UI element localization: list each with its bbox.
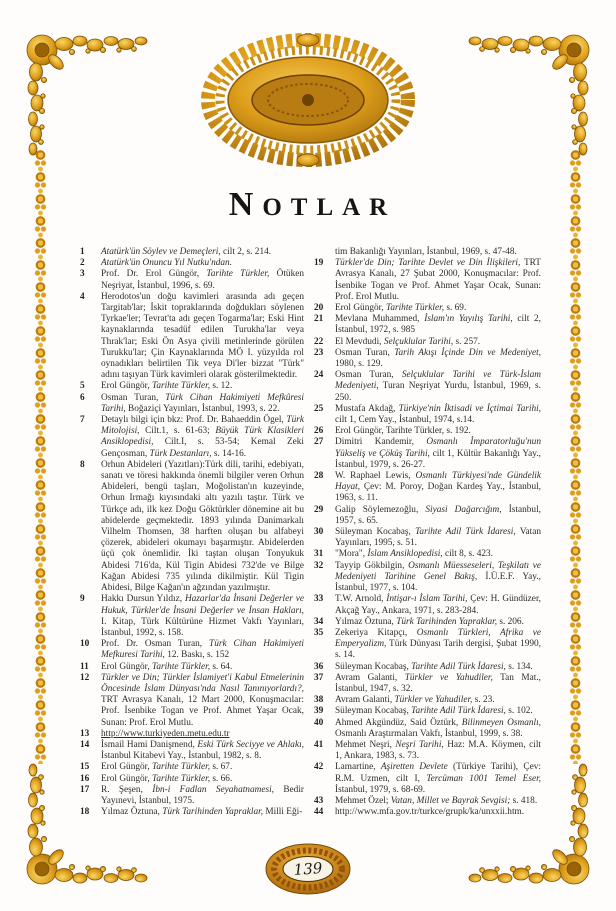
note-text: Tarihte Adil Türk İdaresi,: [411, 706, 506, 717]
note-item-27: [314, 437, 541, 471]
note-item-17: [80, 785, 304, 807]
note-item-25: [314, 404, 541, 426]
note-item-9: [80, 594, 304, 639]
note-text: İslam Ansiklopedisi,: [367, 549, 443, 560]
note-text: Tarih Akışı İçinde Din ve Medeniyet,: [394, 347, 541, 358]
gold-filigree-corner-top-right-icon: [466, 30, 594, 158]
note-text: Detaylı bilgi için bkz: Prof. Dr. Bahaeddin Ögel,: [101, 415, 287, 426]
note-number: 17: [80, 784, 90, 795]
note-item-41: [314, 740, 541, 762]
note-item-37: [314, 673, 541, 695]
note-number: 19: [314, 258, 324, 269]
note-text: İstanbul, 1957, s. 65.: [335, 504, 541, 526]
note-number: 34: [314, 616, 324, 627]
note-text: Osman Turan,: [335, 347, 395, 358]
note-text: s. 418.: [510, 795, 538, 806]
note-number: 25: [314, 403, 324, 414]
note-number: 37: [314, 672, 324, 683]
note-text: TRT Avrasya Kanalı, 27 Şubat 2000, Konuşmacılar: Prof. İsenbike Togan ve Prof. Ahmet Yaşar Ocak, Sunan: Prof. Erol Mutlu.: [335, 258, 541, 302]
note-text: Ahmed Akgündüz, Said Öztürk,: [335, 717, 462, 728]
note-text: s. 134.: [505, 661, 533, 672]
note-text: Atatürk'ün Onuncu Yıl Nutku'ndan.: [101, 258, 233, 269]
note-text: Turan Neşriyat Yurdu, İstanbul, 1969, s. 250.: [335, 381, 541, 403]
note-number: 20: [314, 303, 324, 314]
note-text: s. 23.: [472, 695, 495, 706]
note-text: Tarihte Adil Türk İdaresi,: [415, 527, 516, 538]
note-number: 42: [314, 762, 324, 773]
note-item-44: [314, 807, 541, 818]
note-number: 7: [80, 415, 85, 426]
note-text: cilt 2, s. 214.: [220, 247, 272, 257]
note-text: s. 257.: [453, 336, 481, 347]
note-text: Bedir Yayınevi, İstanbul, 1975.: [101, 784, 304, 806]
note-text: Osman Turan,: [101, 392, 166, 403]
note-number: 23: [314, 347, 324, 358]
note-text: "Mora",: [335, 549, 368, 560]
note-text: Aşiretten Devlete: [380, 762, 448, 773]
note-text: Türk Destanları,: [149, 448, 212, 459]
note-number: 4: [80, 291, 85, 302]
note-text: Türk Tarihinden Yapraklar,: [162, 807, 264, 818]
note-text: Ötüken Neşriyat, İstanbul, 1996, s. 69.: [101, 269, 304, 291]
note-text: Türkler ve Yahudiler,: [394, 695, 473, 706]
note-text: s. 64.: [210, 661, 233, 672]
gold-bead-chain-right-icon: [569, 150, 582, 764]
note-text: (Türkiye Tarihi), Çev: R.M. Uzmen, cilt I,: [335, 762, 541, 784]
note-item-26: [314, 426, 541, 437]
note-number: 24: [314, 370, 324, 381]
note-text: Osman Turan,: [335, 370, 402, 381]
note-number: 22: [314, 336, 324, 347]
note-text: Mehmet Neşri,: [335, 739, 396, 750]
note-text: Tarihte Türkler,: [152, 661, 211, 672]
note-number: 33: [314, 594, 324, 605]
note-item-16: [80, 774, 304, 785]
note-number: 40: [314, 717, 324, 728]
note-text: Prof. Dr. Osman Turan,: [101, 639, 210, 650]
note-text: TRT Avrasya Kanalı, 12 Mart 2000, Konuşmacılar: Prof. İsenbike Togan ve Prof. Ahmet Yaşar Ocak, Sunan: Prof. Erol Mutlu.: [101, 695, 304, 728]
note-text: Avram Galanti,: [335, 695, 395, 706]
note-text: Tarihte Türkler,: [206, 269, 270, 280]
note-text: İntişar-ı İslam Tarihi,: [386, 594, 468, 605]
note-text: Erol Güngör, Tarihte Türkler, s. 192.: [335, 426, 471, 437]
note-number: 30: [314, 527, 324, 538]
gold-bead-chain-left-icon: [34, 150, 47, 764]
note-text: Tarihte Türkler,: [386, 303, 445, 314]
note-text: s. 206.: [497, 616, 524, 627]
note-text: El Mevdudi,: [335, 336, 384, 347]
note-text: İstanbul Kitabevi Yay., İstanbul, 1982, s. 8.: [101, 751, 262, 762]
note-number: 41: [314, 739, 324, 750]
note-text: Atatürk'ün Söylev ve Demeçleri,: [101, 247, 221, 257]
note-item-35: [314, 628, 541, 662]
note-number: 29: [314, 504, 324, 515]
note-number: 21: [314, 314, 324, 325]
note-text: Türkiye'nin İktisadi ve İçtimai Tarihi,: [398, 403, 541, 414]
notes-column-right: [314, 247, 541, 818]
note-text: cilt 1, Kültür Bakanlığı Yay., İstanbul, 1979, s. 26-27.: [335, 448, 541, 470]
note-number: 16: [80, 773, 90, 784]
note-link[interactable]: http://www.mfa.gov.tr/turkce/grupk/ka/unxxii.htm.: [335, 807, 525, 818]
note-text: s. 66.: [210, 773, 233, 784]
note-text: Süleyman Kocabaş,: [335, 527, 416, 538]
note-text: İsmail Hami Danişmend,: [101, 739, 198, 750]
note-text: Lamartine,: [335, 762, 381, 773]
note-item-21: [314, 314, 541, 336]
note-text: Cilt.1, s. 61-63;: [139, 426, 216, 437]
note-text: Tarihte Adil Türk İdaresi,: [411, 661, 506, 672]
note-text: Çev: H. Gündüzer, Akçağ Yay., Ankara, 1971, s. 283-284.: [335, 594, 541, 616]
note-item-43: [314, 796, 541, 807]
note-text: İstanbul, 1979, s. 68-69.: [335, 784, 426, 795]
note-item-6: [80, 393, 304, 415]
note-number: 43: [314, 795, 324, 806]
note-text: Vatan, Millet ve Bayrak Sevgisi;: [390, 795, 511, 806]
note-item-1: [80, 247, 304, 258]
note-text: Mevlana Muhammed,: [335, 314, 425, 325]
note-text: Galip Söylemezoğlu,: [335, 504, 426, 515]
note-text: Büyük Türk Klasikleri Ansiklopedisi,: [101, 426, 304, 448]
note-text: Tarihte Türkler,: [152, 381, 211, 392]
note-number: 36: [314, 661, 324, 672]
note-text: Türk Dünyası Tarih dergisi, Şubat 1990, s. 14.: [335, 639, 541, 661]
note-text: s. 12.: [210, 381, 233, 392]
note-item-28: [314, 471, 541, 505]
note-text: Çev: M. Poroy, Doğan Kardeş Yay., İstanbul, 1963, s. 11.: [335, 482, 541, 504]
note-text: Vatan Yayınları, 1995, s. 51.: [335, 527, 542, 549]
note-item-34: [314, 617, 541, 628]
note-text: 12. Baskı, s. 152: [164, 650, 230, 661]
note-text: T.W. Arnold,: [335, 594, 387, 605]
note-text: s. 102.: [505, 706, 533, 717]
note-text: s. 14-16.: [211, 448, 247, 459]
note-number: 14: [80, 739, 90, 750]
note-number: 2: [80, 258, 85, 269]
note-text: Süleyman Kocabaş,: [335, 706, 412, 717]
note-text: Mustafa Akdağ,: [335, 403, 399, 414]
note-text: I. Kitap, Türk Kültürüne Hizmet Vakfı Yayınları, İstanbul, 1992, s. 158.: [101, 616, 304, 638]
note-continuation: [314, 247, 541, 258]
note-number: 44: [314, 807, 324, 818]
note-text: Orhun Abideleri (Yazıtları):Türk dili, tarihi, edebiyatı, sanatı ve töresi hakkında önemli bilgiler veren Orhun Abideleri, bengü taşları, Moğolistan'ın kuzeyinde, Orhun Irmağı kıyısındaki altı yazılı taştır. Türk ve Türkçe adı, ilk kez Doğu Göktürkler dönemine ait bu abidelerde geçmektedir. 1893 yılında Danimarkalı Vilhelm Thomsen, 38 harften oluşan bu alfabeyi çözerek, abideleri okumayı başarmıştır. Abidelerden üçü çok önemlidir. İki taştan oluşan Tonyukuk Abidesi 716'da, Kül Tigin Abidesi 732'de ve Bilge Kağan Abidesi 735 yılında dikilmiştir. Kül Tigin Abidesi, Bilge Kağan'ın ağzından yazılmıştır.: [101, 459, 304, 594]
note-item-42: [314, 762, 541, 796]
note-text: Erol Güngör,: [101, 381, 153, 392]
note-item-36: [314, 662, 541, 673]
note-text: 1980, s. 129.: [335, 359, 383, 370]
note-text: Türkler ve Yahudiler,: [404, 672, 493, 683]
note-number: 8: [80, 459, 85, 470]
note-text: s. 69.: [444, 303, 467, 314]
note-text: Erol Güngör,: [335, 303, 387, 314]
note-text: Hakkı Dursun Yıldız,: [101, 594, 185, 605]
note-item-2: [80, 258, 304, 269]
note-number: 6: [80, 392, 85, 403]
note-text: cilt 8, s. 423.: [442, 549, 493, 560]
note-item-38: [314, 695, 541, 706]
note-item-15: [80, 762, 304, 773]
note-text: Tarihte Türkler,: [152, 762, 211, 773]
note-text: Tayyip Gökbilgin,: [335, 560, 409, 571]
note-number: 15: [80, 762, 90, 773]
note-item-32: [314, 561, 541, 595]
note-item-3: [80, 269, 304, 291]
note-text: Osmanlı Türkiyesi'nde Gündelik Hayat,: [335, 471, 541, 493]
note-number: 5: [80, 381, 85, 392]
note-item-29: [314, 505, 541, 527]
note-item-8: [80, 460, 304, 594]
note-text: Selçuklular Tarihi,: [383, 336, 454, 347]
note-text: Zekeriya Kitapçı,: [335, 627, 417, 638]
note-text: Osmanlı Araştırmaları Vakfı, İstanbul, 1999, s. 38.: [335, 728, 523, 739]
note-item-33: [314, 594, 541, 616]
note-item-40: [314, 718, 541, 740]
note-number: 13: [80, 728, 90, 739]
note-number: 9: [80, 594, 85, 605]
note-text: Tan Mat., İstanbul, 1947, s. 32.: [335, 672, 541, 694]
note-text: Cilt.I, s. 53-54; Kemal Zeki Gençosman,: [101, 437, 304, 459]
note-number: 38: [314, 695, 324, 706]
note-item-24: [314, 370, 541, 404]
note-text: Bilinmeyen Osmanlı,: [461, 717, 541, 728]
note-text: Yılmaz Öztuna,: [101, 807, 163, 818]
note-text: Türk Mitolojisi,: [101, 415, 304, 437]
note-text: Osmanlı Türkleri, Afrika ve Emperyalizm,: [335, 627, 541, 650]
note-text: Milli Eği-: [263, 807, 303, 818]
note-text: Boğaziçi Yayınları, İstanbul, 1993, s. 22.: [125, 403, 280, 414]
note-text: Erol Güngör,: [101, 661, 153, 672]
note-text: W. Raphael Lewis,: [335, 471, 416, 482]
page-number: 139: [293, 859, 323, 879]
note-item-31: [314, 549, 541, 560]
note-item-30: [314, 527, 541, 549]
note-item-13: [80, 729, 304, 740]
note-text: Tarihte Türkler,: [152, 773, 211, 784]
note-item-5: [80, 381, 304, 392]
note-text: Türkler'de Din; Tarihte Devlet ve Din İlişkileri,: [335, 258, 521, 269]
note-text: Selçuklular Tarihi ve Türk-İslam Medeniyeti,: [335, 370, 541, 392]
note-item-23: [314, 348, 541, 370]
note-item-14: [80, 740, 304, 762]
note-text: Mehmet Özel;: [335, 795, 391, 806]
note-item-39: [314, 706, 541, 717]
note-item-10: [80, 639, 304, 661]
note-number: 18: [80, 807, 90, 818]
note-item-19: [314, 258, 541, 303]
note-text: Türk Cihan Hakimiyeti Mefkuresi Tarihi,: [101, 639, 304, 661]
notes-column-left: [80, 247, 304, 818]
note-number: 26: [314, 426, 324, 437]
note-text: Siyasi Dağarcığım,: [425, 504, 502, 515]
note-text: Eski Türk Seciyye ve Ahlakı,: [197, 739, 304, 750]
note-text: İslam'ın Yayılış Tarihi,: [424, 314, 513, 325]
note-text: Süleyman Kocabaş,: [335, 661, 412, 672]
note-text: Türkler ve Din; Türkler İslamiyet'i Kabul Etmelerinin Öncesinde İslam Dünyası'nda Nasıl Tanınıyorlardı?,: [101, 672, 304, 694]
note-text: Neşri Tarihi,: [395, 739, 444, 750]
note-item-20: [314, 303, 541, 314]
note-number: 3: [80, 269, 85, 280]
note-text: Erol Güngör,: [101, 762, 153, 773]
note-text: Herodotos'un doğu kavimleri arasında adı geçen Targitab'lar; İskit topraklarında doğdukları söylenen Tyrkae'ler; Tevrat'ta adı geçen Togarma'lar; Eski Hint kaynaklarında tesadüf edilen Turukha'lar veya Thrak'lar; Eski Ön Asya çivili metinlerinde görülen Turukku'lar; Çin Kaynaklarında MÖ I. yüzyılda rol oynadıkları belirtilen Tik veya Di'ler bizzat "Türk" adını taşıyan Türk kavimleri olarak gösterilmektedir.: [101, 291, 304, 381]
note-text: Osmanlı Müesseseleri, Teşkilatı ve Medeniyeti Tarihine Genel Bakış,: [335, 560, 541, 582]
note-text: s. 67.: [210, 762, 233, 773]
note-text: Türk Cihan Hakimiyeti Mefkûresi Tarihi,: [101, 392, 305, 414]
note-text: Avram Galanti,: [335, 672, 405, 683]
note-text: Yılmaz Öztuna,: [335, 616, 397, 627]
note-text: Haz: M.A. Köymen, cilt 1, Ankara, 1983, s. 73.: [335, 739, 541, 762]
note-number: 28: [314, 471, 324, 482]
note-number: 31: [314, 549, 324, 560]
note-item-7: [80, 415, 304, 460]
note-item-18: [80, 807, 304, 818]
note-number: 35: [314, 627, 324, 638]
page-number-badge: [264, 842, 352, 896]
note-text: Prof. Dr. Erol Güngör,: [101, 269, 207, 280]
note-number: 32: [314, 560, 324, 571]
note-text: cilt 2, İstanbul, 1972, s. 985: [335, 314, 541, 336]
note-number: 11: [80, 661, 89, 672]
note-item-22: [314, 337, 541, 348]
note-number: 10: [80, 639, 90, 650]
note-text: İ.Ü.E.F. Yay., İstanbul, 1977, s. 104.: [335, 571, 541, 594]
note-link[interactable]: http://www.turkiyeden.metu.edu.tr: [101, 728, 230, 739]
note-text: Türk Tarihinden Yapraklar,: [396, 616, 498, 627]
page-title: NOTLAR: [228, 186, 397, 223]
note-number: 27: [314, 437, 324, 448]
gold-oval-medallion-icon: [200, 33, 416, 167]
note-item-4: [80, 292, 304, 382]
note-text: tim Bakanlığı Yayınları, İstanbul, 1969, s. 47-48.: [335, 247, 517, 257]
gold-filigree-corner-top-left-icon: [22, 30, 150, 158]
note-item-12: [80, 673, 304, 729]
note-text: Osmanlı İmparatorluğu'nun Yükseliş ve Çöküş Tarihi,: [335, 437, 541, 459]
note-number: 12: [80, 672, 90, 683]
note-text: Hazarlar'da İnsani Değerler ve Hukuk, Türkler'de İnsani Değerler ve İnsan Hakları,: [101, 594, 304, 616]
note-number: 1: [80, 247, 85, 257]
note-text: R. Şeşen,: [101, 784, 153, 795]
note-text: cilt 1, Cem Yay., İstanbul, 1974, s.14.: [335, 415, 475, 426]
note-text: Erol Güngör,: [101, 773, 153, 784]
note-text: Dimitri Kandemir,: [335, 437, 427, 448]
note-text: Tercüman 1001 Temel Eser,: [426, 773, 541, 784]
note-number: 39: [314, 706, 324, 717]
note-item-11: [80, 662, 304, 673]
note-text: İbn-i Fadlan Seyahatnamesi,: [152, 784, 274, 795]
